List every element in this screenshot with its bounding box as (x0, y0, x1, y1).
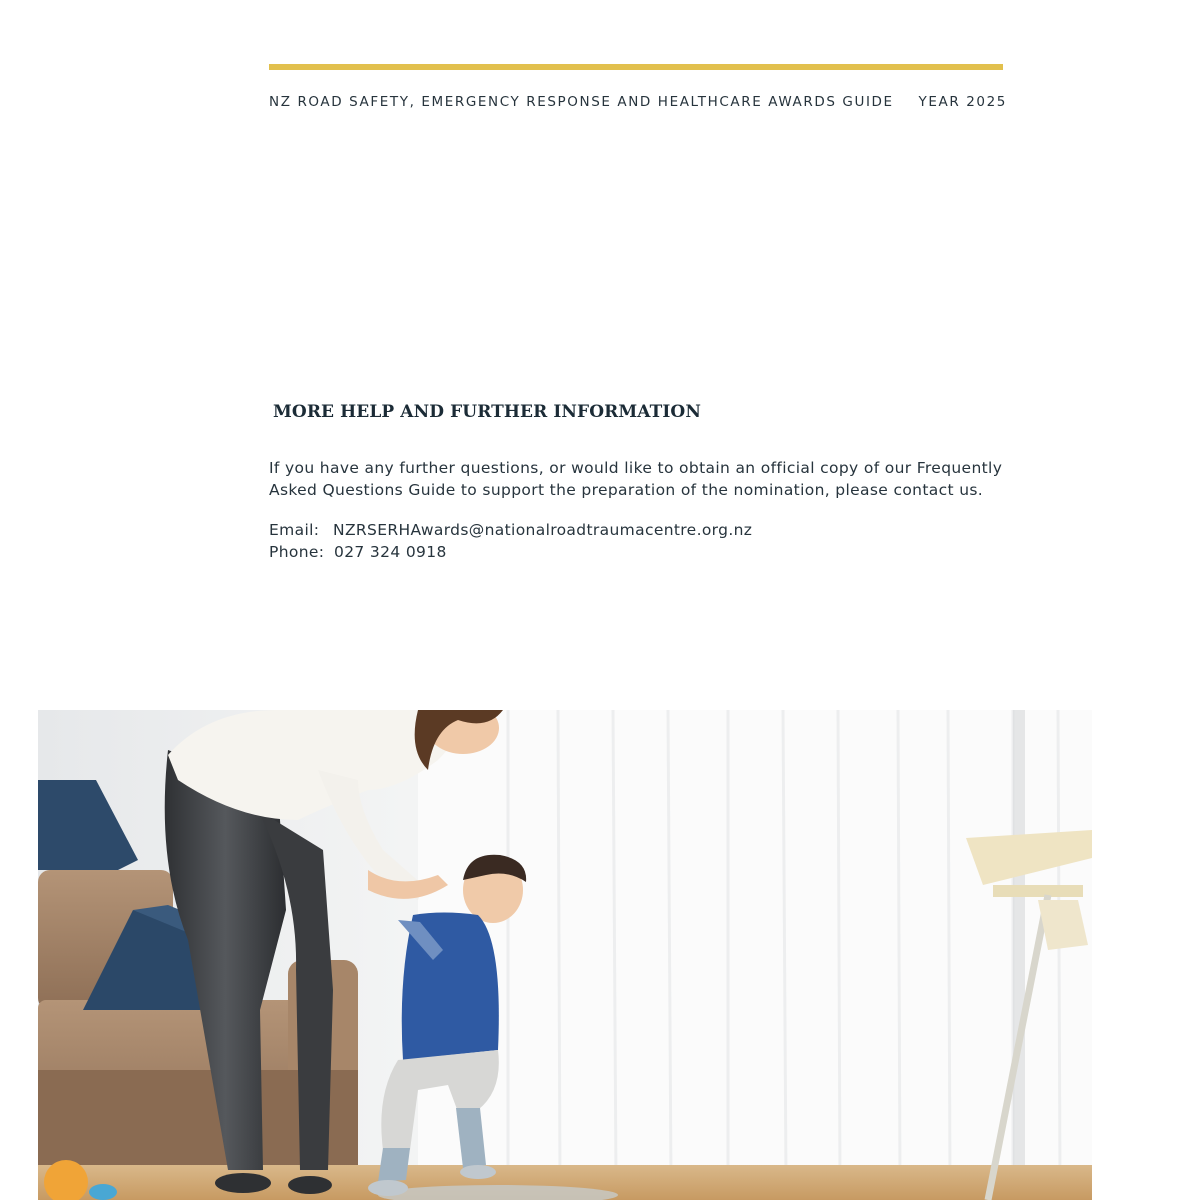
family-photo (38, 710, 1092, 1200)
phone-label: Phone: (269, 543, 325, 561)
document-title: NZ ROAD SAFETY, EMERGENCY RESPONSE AND HEALTHCARE AWARDS GUIDE (269, 94, 894, 110)
phone-number[interactable]: 027 324 0918 (334, 543, 447, 561)
help-paragraph-line-1: If you have any further questions, or would like to obtain an official copy of our Frequently (269, 459, 1003, 477)
help-paragraph-line-2: Asked Questions Guide to support the preparation of the nomination, please contact us. (269, 481, 984, 499)
section-heading: MORE HELP AND FURTHER INFORMATION (273, 402, 701, 422)
email-address[interactable]: NZRSERHAwards@nationalroadtraumacentre.org.nz (333, 521, 753, 539)
help-paragraph (269, 457, 1009, 501)
phone-row (269, 541, 752, 563)
document-year: YEAR 2025 (918, 94, 1007, 110)
email-label: Email: (269, 521, 320, 539)
family-photo-illustration (38, 710, 1092, 1200)
header-accent-rule (269, 64, 1003, 70)
email-row (269, 519, 752, 541)
contact-block (269, 519, 752, 563)
